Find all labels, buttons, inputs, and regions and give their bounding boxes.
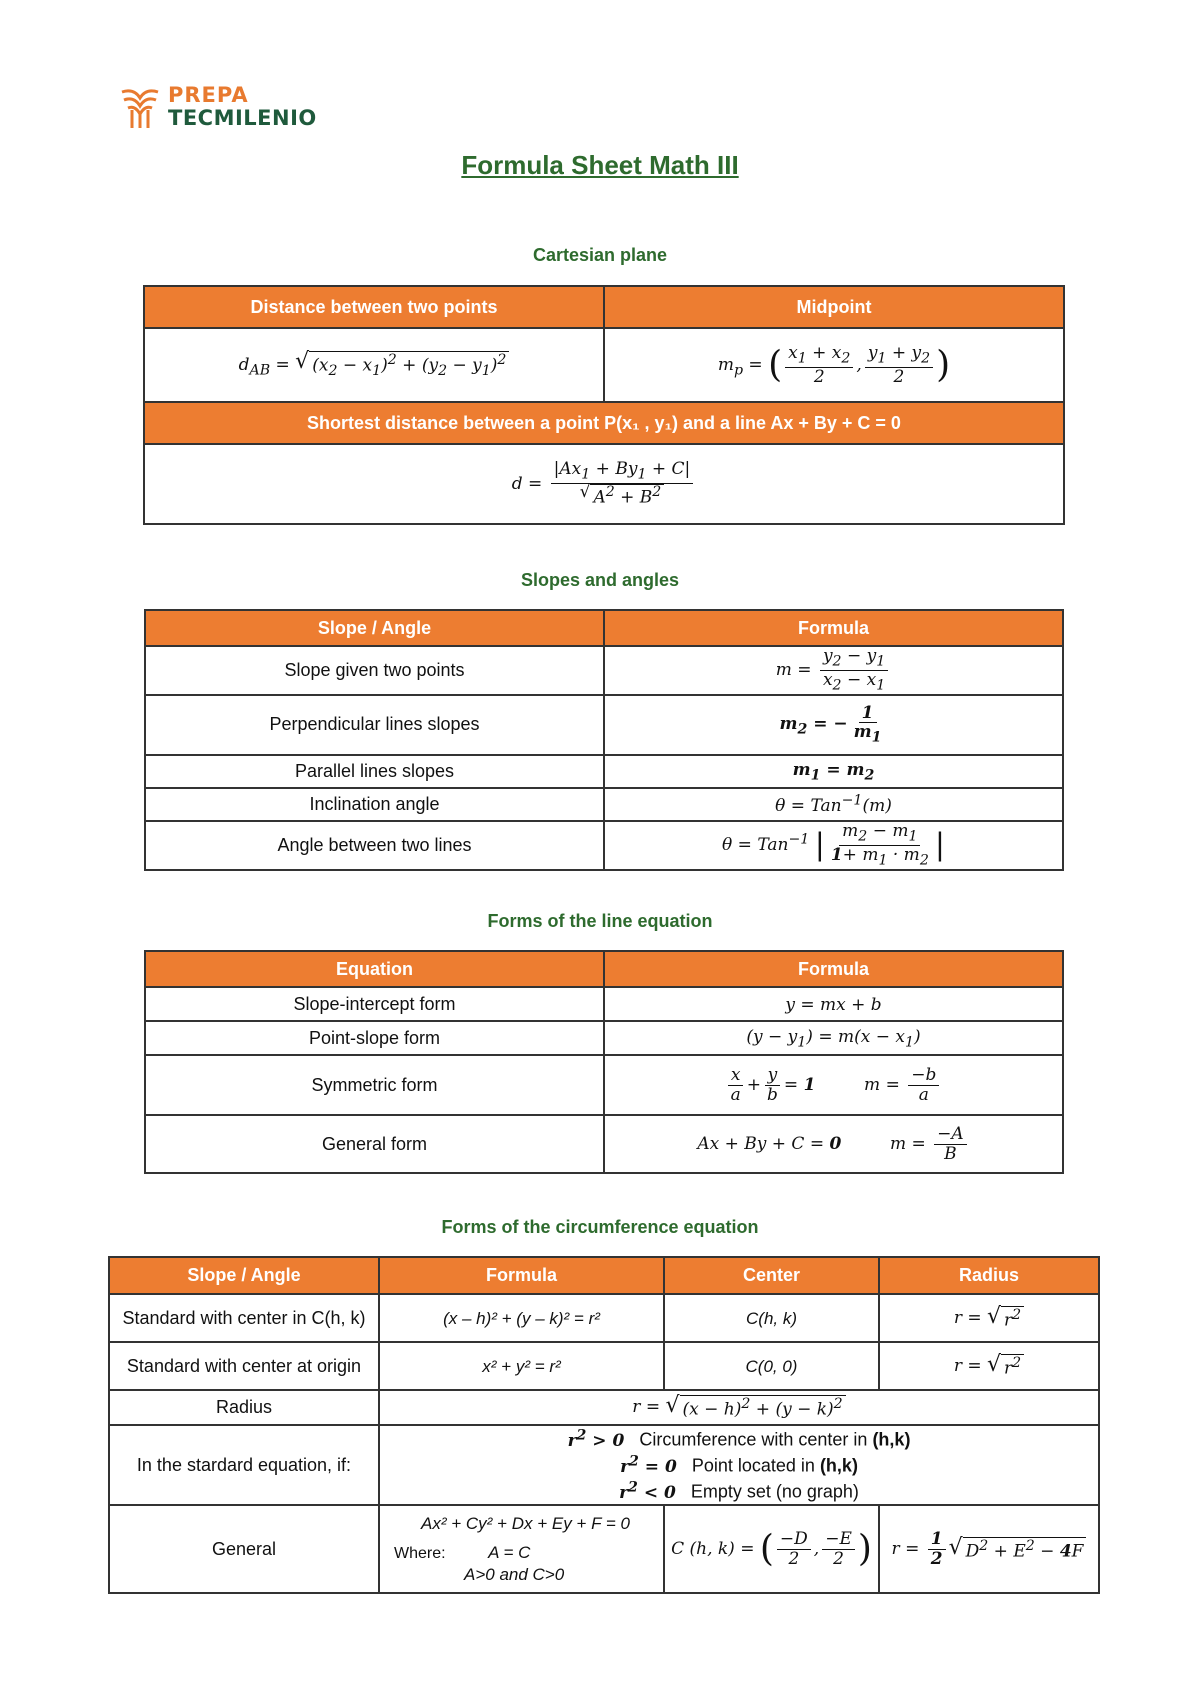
header-distance: Distance between two points (144, 286, 604, 328)
case-positive: $r^2 > 0$ Circumference with center in (h,k) (567, 1427, 911, 1451)
case-negative: $r^2 < 0$ Empty set (no graph) (619, 1479, 859, 1503)
section-title-circumference: Forms of the circumference equation (441, 1217, 759, 1237)
inclination-angle-label: Inclination angle (145, 788, 604, 821)
header-center: Center (664, 1257, 879, 1294)
section-title-slopes: Slopes and angles (520, 570, 680, 590)
standard-origin-formula: x² + y² = r² (379, 1342, 664, 1390)
point-slope-formula: $(y - y_1) = m(x - x_1)$ (604, 1021, 1063, 1055)
header-equation: Equation (145, 951, 604, 987)
header-formula: Formula (379, 1257, 664, 1294)
distance-formula-text: $d_{AB}$ = √ $(x_2 - x_1)^2 + (y_2 - y_1)^2$ (239, 355, 510, 375)
standard-center-radius: r = √ $r^2$ (879, 1294, 1099, 1342)
logo-tecmilenio-text: TECMILENIO (168, 106, 317, 130)
page-title: Formula Sheet Math III (461, 150, 739, 180)
standard-origin-center: C(0, 0) (664, 1342, 879, 1390)
parallel-slopes-label: Parallel lines slopes (145, 755, 604, 788)
header-radius: Radius (879, 1257, 1099, 1294)
slope-two-points-formula: m = $\frac{y_2 - y_1}{x_2 - x_1}$ (604, 646, 1063, 695)
cases-label: In the stardard equation, if: (109, 1425, 379, 1505)
radius-formula: r = √ $(x - h)^2 + (y - k)^2$ (379, 1390, 1099, 1425)
angle-two-lines-formula: θ = Tan$^{-1}$ | $\frac{m_2 - m_1}{1+ m_1 \cdot m_2}$ | (604, 821, 1063, 870)
midpoint-formula-text: $m_p$ = ( $\frac{x_1 + x_2}{2}$ , $\frac{y_1 + y_2}{2}$ ) (717, 342, 951, 387)
section-title-cartesian: Cartesian plane (532, 245, 668, 265)
section-title-line: Forms of the line equation (487, 911, 713, 931)
shortest-distance-formula: d = $|Ax_1 + By_1 + C|$ √ $A^2 + B^2$ (144, 444, 1064, 524)
slopes-table (144, 609, 1064, 871)
radius-label: Radius (109, 1390, 379, 1425)
standard-center-label: Standard with center in C(h, k) (109, 1294, 379, 1342)
standard-origin-radius: r = √ $r^2$ (879, 1342, 1099, 1390)
slope-intercept-formula: y = mx + b (604, 987, 1063, 1021)
midpoint-formula (604, 328, 1064, 402)
slope-two-points-label: Slope given two points (145, 646, 604, 695)
angle-two-lines-label: Angle between two lines (145, 821, 604, 870)
perpendicular-slopes-label: Perpendicular lines slopes (145, 695, 604, 755)
symmetric-form-formula: $\frac{x}{a}$ + $\frac{y}{b}$ = 1 m = $\frac{-b}{a}$ (604, 1055, 1063, 1115)
wheat-logo-icon (120, 84, 160, 130)
header-midpoint: Midpoint (604, 286, 1064, 328)
general-label: General (109, 1505, 379, 1593)
general-center: C (h, k) = ( $\frac{-D}{2}$ , $\frac{-E}{2}$ ) (664, 1505, 879, 1593)
header-slope-angle: Slope / Angle (109, 1257, 379, 1294)
header-slope-angle: Slope / Angle (145, 610, 604, 646)
general-form-label: General form (145, 1115, 604, 1173)
slope-intercept-label: Slope-intercept form (145, 987, 604, 1021)
header-shortest-distance: Shortest distance between a point P(x₁ , y₁) and a line Ax + By + C = 0 (144, 402, 1064, 444)
line-equation-table (144, 950, 1064, 1174)
point-slope-label: Point-slope form (145, 1021, 604, 1055)
distance-formula (144, 328, 604, 402)
parallel-slopes-formula: $m_1 = m_2$ (604, 755, 1063, 788)
general-form-formula: Ax + By + C = 0 m = $\frac{-A}{B}$ (604, 1115, 1063, 1173)
prepa-tecmilenio-logo (120, 84, 317, 130)
general-radius: r = $\frac{1}{2}$ √ $D^2 + E^2 - 4F$ (879, 1505, 1099, 1593)
cartesian-table (143, 285, 1065, 525)
standard-origin-label: Standard with center at origin (109, 1342, 379, 1390)
standard-center-formula: (x – h)² + (y – k)² = r² (379, 1294, 664, 1342)
header-formula: Formula (604, 610, 1063, 646)
case-zero: $r^2 = 0$ Point located in (h,k) (620, 1453, 858, 1477)
perpendicular-slopes-formula: $m_2$ = − $\frac{1}{m_1}$ (604, 695, 1063, 755)
header-formula: Formula (604, 951, 1063, 987)
cases-list (379, 1425, 1099, 1505)
circumference-table (108, 1256, 1100, 1594)
symmetric-form-label: Symmetric form (145, 1055, 604, 1115)
general-equation: Ax² + Cy² + Dx + Ey + F = 0 Where: A = C A>0 and C>0 (379, 1505, 664, 1593)
inclination-angle-formula: θ = Tan$^{-1}$(m) (604, 788, 1063, 821)
logo-prepa-text: PREPA (168, 83, 249, 107)
standard-center-center: C(h, k) (664, 1294, 879, 1342)
